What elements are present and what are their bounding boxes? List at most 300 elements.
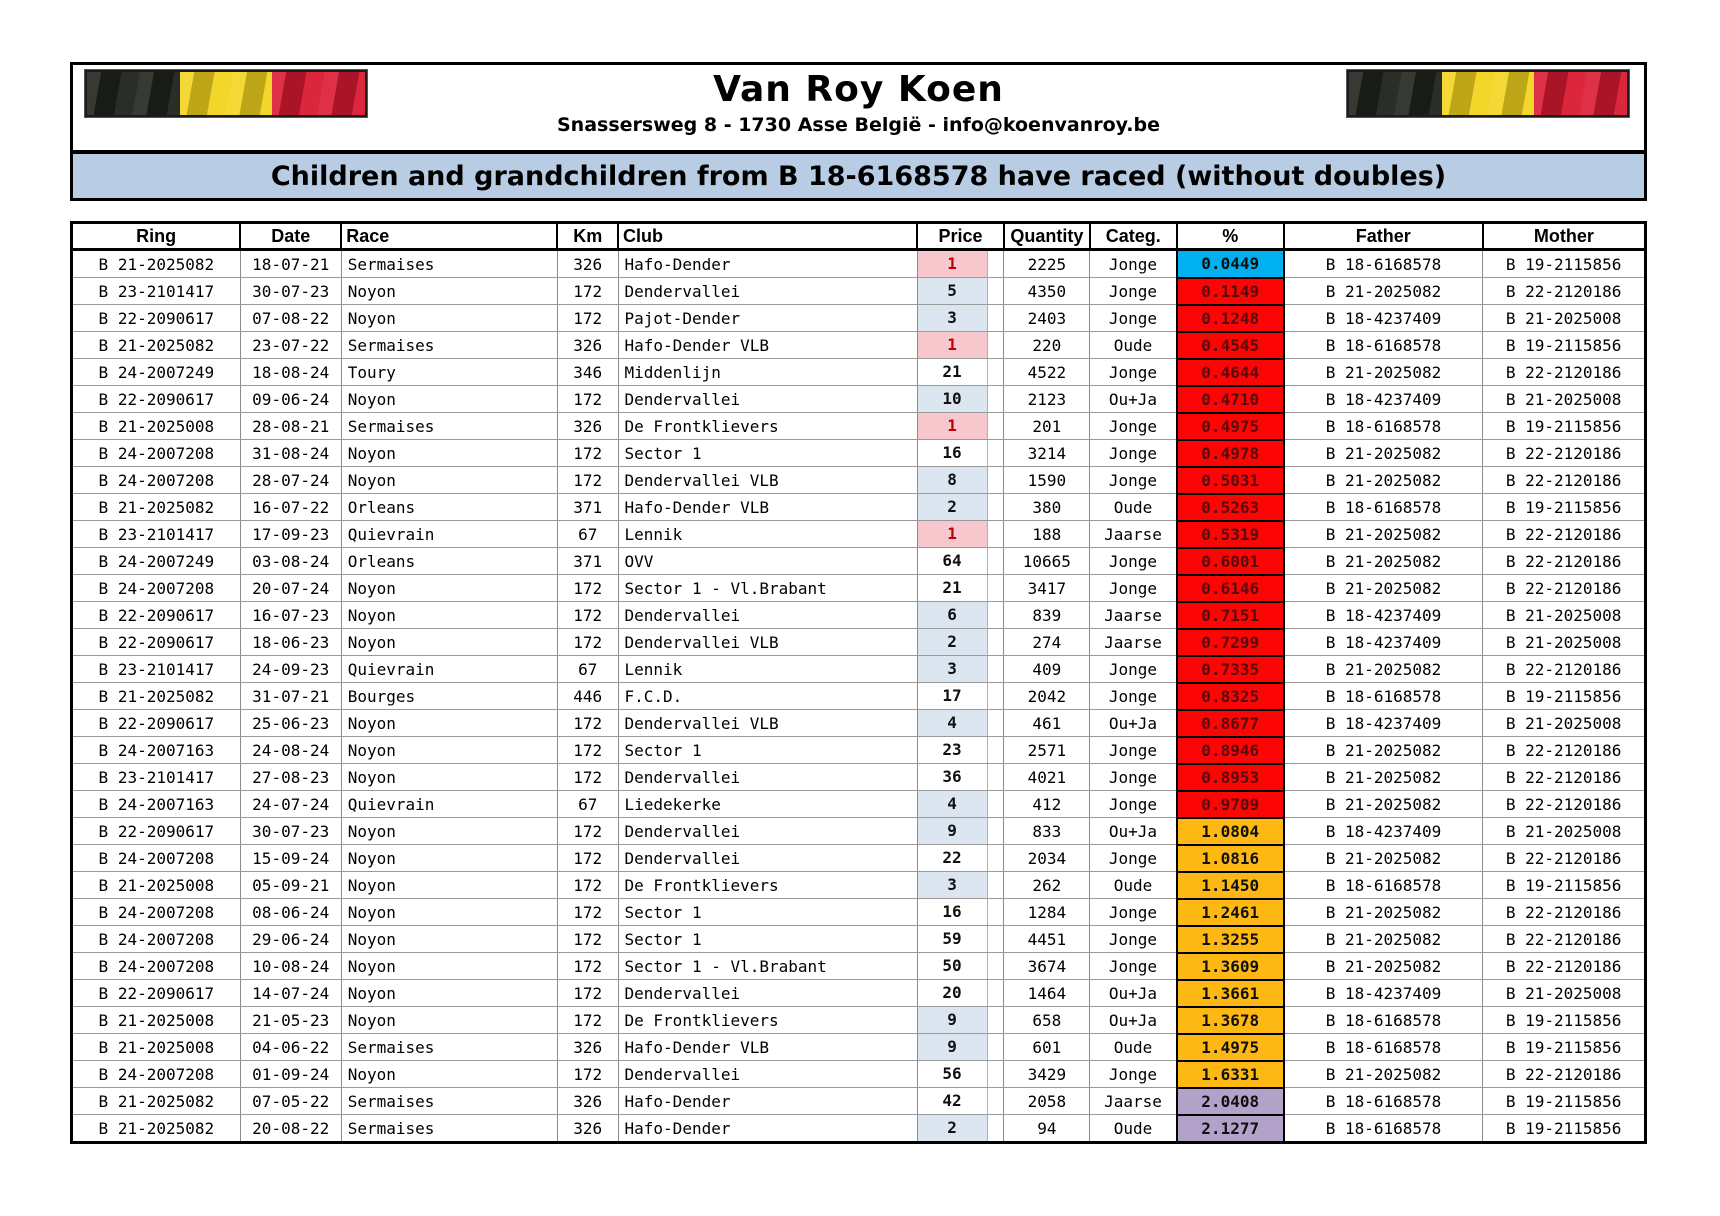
date-cell: 16-07-23 <box>240 602 341 629</box>
price-cell <box>917 250 1004 278</box>
quantity-cell: 1284 <box>1004 899 1090 926</box>
table-row <box>72 764 1646 791</box>
race-cell: Sermaises <box>341 413 557 440</box>
km-cell: 326 <box>557 1088 618 1115</box>
category-cell: Oude <box>1090 332 1177 359</box>
quantity-cell: 4451 <box>1004 926 1090 953</box>
table-row <box>72 440 1646 467</box>
price-value: 3 <box>918 656 988 682</box>
mother-cell: B 21-2025008 <box>1483 629 1646 656</box>
percent-cell: 1.3609 <box>1177 953 1284 980</box>
percent-cell: 1.0804 <box>1177 818 1284 845</box>
race-cell: Noyon <box>341 575 557 602</box>
results-table <box>70 221 1647 1144</box>
price-value: 23 <box>918 737 988 763</box>
ring-cell: B 21-2025082 <box>72 683 241 710</box>
table-row <box>72 845 1646 872</box>
quantity-cell: 4350 <box>1004 278 1090 305</box>
date-cell: 23-07-22 <box>240 332 341 359</box>
km-cell: 172 <box>557 980 618 1007</box>
price-cell <box>917 629 1004 656</box>
column-header-categ: Categ. <box>1090 223 1177 250</box>
ring-cell: B 22-2090617 <box>72 602 241 629</box>
quantity-cell: 2042 <box>1004 683 1090 710</box>
price-value: 16 <box>918 440 988 466</box>
percent-cell: 0.7151 <box>1177 602 1284 629</box>
race-cell: Noyon <box>341 710 557 737</box>
date-cell: 07-05-22 <box>240 1088 341 1115</box>
mother-cell: B 22-2120186 <box>1483 899 1646 926</box>
km-cell: 172 <box>557 1007 618 1034</box>
ring-cell: B 21-2025082 <box>72 332 241 359</box>
quantity-cell: 201 <box>1004 413 1090 440</box>
price-cell <box>917 494 1004 521</box>
quantity-cell: 2034 <box>1004 845 1090 872</box>
race-cell: Sermaises <box>341 1034 557 1061</box>
club-cell: Dendervallei <box>618 818 917 845</box>
mother-cell: B 19-2115856 <box>1483 872 1646 899</box>
table-row <box>72 1061 1646 1088</box>
father-cell: B 21-2025082 <box>1284 521 1483 548</box>
father-cell: B 18-6168578 <box>1284 872 1483 899</box>
mother-cell: B 19-2115856 <box>1483 413 1646 440</box>
ring-cell: B 21-2025008 <box>72 1007 241 1034</box>
date-cell: 14-07-24 <box>240 980 341 1007</box>
club-cell: Hafo-Dender <box>618 1115 917 1143</box>
quantity-cell: 1464 <box>1004 980 1090 1007</box>
price-value: 3 <box>918 872 988 898</box>
club-cell: Dendervallei VLB <box>618 467 917 494</box>
price-value: 5 <box>918 278 988 304</box>
ring-cell: B 24-2007249 <box>72 548 241 575</box>
price-cell <box>917 845 1004 872</box>
ring-cell: B 24-2007249 <box>72 359 241 386</box>
date-cell: 20-07-24 <box>240 575 341 602</box>
report-subtitle-banner: Children and grandchildren from B 18-6168578 have raced (without doubles) <box>70 151 1647 201</box>
category-cell: Jonge <box>1090 953 1177 980</box>
club-cell: Sector 1 <box>618 926 917 953</box>
percent-cell: 0.4644 <box>1177 359 1284 386</box>
km-cell: 172 <box>557 872 618 899</box>
mother-cell: B 22-2120186 <box>1483 926 1646 953</box>
percent-cell: 0.4975 <box>1177 413 1284 440</box>
km-cell: 172 <box>557 926 618 953</box>
km-cell: 326 <box>557 413 618 440</box>
km-cell: 172 <box>557 575 618 602</box>
table-row <box>72 629 1646 656</box>
price-value: 9 <box>918 1007 988 1033</box>
percent-cell: 0.5319 <box>1177 521 1284 548</box>
mother-cell: B 22-2120186 <box>1483 440 1646 467</box>
father-cell: B 21-2025082 <box>1284 548 1483 575</box>
price-cell <box>917 953 1004 980</box>
race-cell: Noyon <box>341 872 557 899</box>
km-cell: 172 <box>557 737 618 764</box>
percent-cell: 0.6001 <box>1177 548 1284 575</box>
price-cell <box>917 710 1004 737</box>
percent-cell: 0.8677 <box>1177 710 1284 737</box>
percent-cell: 0.7299 <box>1177 629 1284 656</box>
mother-cell: B 22-2120186 <box>1483 359 1646 386</box>
price-cell <box>917 683 1004 710</box>
km-cell: 172 <box>557 953 618 980</box>
father-cell: B 21-2025082 <box>1284 656 1483 683</box>
mother-cell: B 22-2120186 <box>1483 548 1646 575</box>
club-cell: Dendervallei <box>618 845 917 872</box>
club-cell: De Frontklievers <box>618 413 917 440</box>
flag-stripe-black <box>1349 72 1442 115</box>
category-cell: Jaarse <box>1090 1088 1177 1115</box>
quantity-cell: 10665 <box>1004 548 1090 575</box>
table-row <box>72 683 1646 710</box>
table-row <box>72 467 1646 494</box>
race-cell: Sermaises <box>341 1088 557 1115</box>
column-header-date: Date <box>240 223 341 250</box>
date-cell: 30-07-23 <box>240 278 341 305</box>
mother-cell: B 22-2120186 <box>1483 791 1646 818</box>
father-cell: B 18-4237409 <box>1284 629 1483 656</box>
quantity-cell: 262 <box>1004 872 1090 899</box>
mother-cell: B 22-2120186 <box>1483 737 1646 764</box>
date-cell: 01-09-24 <box>240 1061 341 1088</box>
flag-stripe-black <box>87 72 180 115</box>
quantity-cell: 274 <box>1004 629 1090 656</box>
table-row <box>72 926 1646 953</box>
club-cell: F.C.D. <box>618 683 917 710</box>
father-cell: B 21-2025082 <box>1284 278 1483 305</box>
race-cell: Bourges <box>341 683 557 710</box>
category-cell: Oude <box>1090 1034 1177 1061</box>
mother-cell: B 22-2120186 <box>1483 575 1646 602</box>
father-cell: B 21-2025082 <box>1284 467 1483 494</box>
percent-cell: 0.1248 <box>1177 305 1284 332</box>
ring-cell: B 24-2007208 <box>72 953 241 980</box>
percent-cell: 0.6146 <box>1177 575 1284 602</box>
km-cell: 326 <box>557 1115 618 1143</box>
price-cell <box>917 602 1004 629</box>
price-cell <box>917 305 1004 332</box>
race-cell: Noyon <box>341 764 557 791</box>
km-cell: 172 <box>557 845 618 872</box>
ring-cell: B 22-2090617 <box>72 818 241 845</box>
date-cell: 30-07-23 <box>240 818 341 845</box>
father-cell: B 18-6168578 <box>1284 1115 1483 1143</box>
race-cell: Sermaises <box>341 332 557 359</box>
price-value: 4 <box>918 710 988 736</box>
quantity-cell: 461 <box>1004 710 1090 737</box>
table-row <box>72 575 1646 602</box>
category-cell: Jonge <box>1090 899 1177 926</box>
ring-cell: B 24-2007208 <box>72 440 241 467</box>
father-cell: B 21-2025082 <box>1284 737 1483 764</box>
quantity-cell: 3674 <box>1004 953 1090 980</box>
ring-cell: B 22-2090617 <box>72 980 241 1007</box>
km-cell: 172 <box>557 440 618 467</box>
father-cell: B 18-4237409 <box>1284 818 1483 845</box>
quantity-cell: 3429 <box>1004 1061 1090 1088</box>
price-cell <box>917 1061 1004 1088</box>
mother-cell: B 19-2115856 <box>1483 494 1646 521</box>
percent-cell: 1.4975 <box>1177 1034 1284 1061</box>
price-cell <box>917 440 1004 467</box>
table-row <box>72 899 1646 926</box>
father-cell: B 18-4237409 <box>1284 980 1483 1007</box>
category-cell: Jaarse <box>1090 602 1177 629</box>
date-cell: 18-06-23 <box>240 629 341 656</box>
table-row <box>72 521 1646 548</box>
club-cell: Hafo-Dender VLB <box>618 332 917 359</box>
mother-cell: B 19-2115856 <box>1483 1007 1646 1034</box>
table-row <box>72 980 1646 1007</box>
price-value: 2 <box>918 629 988 655</box>
table-row <box>72 710 1646 737</box>
price-cell <box>917 521 1004 548</box>
date-cell: 18-08-24 <box>240 359 341 386</box>
table-row <box>72 1115 1646 1143</box>
belgian-flag-left <box>85 70 367 117</box>
price-cell <box>917 656 1004 683</box>
percent-cell: 0.4545 <box>1177 332 1284 359</box>
father-cell: B 21-2025082 <box>1284 926 1483 953</box>
percent-cell: 1.3678 <box>1177 1007 1284 1034</box>
table-row <box>72 1034 1646 1061</box>
club-cell: De Frontklievers <box>618 872 917 899</box>
price-cell <box>917 1007 1004 1034</box>
price-value: 1 <box>918 413 988 439</box>
mother-cell: B 22-2120186 <box>1483 278 1646 305</box>
price-value: 59 <box>918 926 988 952</box>
km-cell: 172 <box>557 764 618 791</box>
column-header-club: Club <box>618 223 917 250</box>
price-value: 3 <box>918 305 988 331</box>
quantity-cell: 4021 <box>1004 764 1090 791</box>
km-cell: 172 <box>557 899 618 926</box>
ring-cell: B 24-2007163 <box>72 737 241 764</box>
club-cell: Hafo-Dender VLB <box>618 1034 917 1061</box>
quantity-cell: 2225 <box>1004 250 1090 278</box>
percent-cell: 0.4710 <box>1177 386 1284 413</box>
price-value: 1 <box>918 251 988 277</box>
table-row <box>72 791 1646 818</box>
table-row <box>72 413 1646 440</box>
mother-cell: B 22-2120186 <box>1483 467 1646 494</box>
km-cell: 172 <box>557 1061 618 1088</box>
ring-cell: B 21-2025008 <box>72 1034 241 1061</box>
quantity-cell: 188 <box>1004 521 1090 548</box>
category-cell: Jonge <box>1090 656 1177 683</box>
club-cell: Dendervallei <box>618 980 917 1007</box>
category-cell: Ou+Ja <box>1090 980 1177 1007</box>
date-cell: 24-07-24 <box>240 791 341 818</box>
mother-cell: B 21-2025008 <box>1483 710 1646 737</box>
father-cell: B 18-4237409 <box>1284 710 1483 737</box>
ring-cell: B 21-2025082 <box>72 494 241 521</box>
father-cell: B 21-2025082 <box>1284 575 1483 602</box>
address-line: Snassersweg 8 - 1730 Asse België - info@koenvanroy.be <box>557 114 1160 136</box>
race-cell: Noyon <box>341 278 557 305</box>
price-cell <box>917 737 1004 764</box>
ring-cell: B 21-2025008 <box>72 413 241 440</box>
km-cell: 326 <box>557 250 618 278</box>
ring-cell: B 22-2090617 <box>72 710 241 737</box>
quantity-cell: 601 <box>1004 1034 1090 1061</box>
km-cell: 371 <box>557 494 618 521</box>
price-cell <box>917 791 1004 818</box>
date-cell: 31-08-24 <box>240 440 341 467</box>
percent-cell: 1.6331 <box>1177 1061 1284 1088</box>
club-cell: De Frontklievers <box>618 1007 917 1034</box>
percent-cell: 1.1450 <box>1177 872 1284 899</box>
date-cell: 03-08-24 <box>240 548 341 575</box>
percent-cell: 0.0449 <box>1177 250 1284 278</box>
category-cell: Jonge <box>1090 1061 1177 1088</box>
club-cell: Pajot-Dender <box>618 305 917 332</box>
category-cell: Ou+Ja <box>1090 386 1177 413</box>
price-value: 50 <box>918 953 988 979</box>
mother-cell: B 19-2115856 <box>1483 250 1646 278</box>
club-cell: Liedekerke <box>618 791 917 818</box>
ring-cell: B 23-2101417 <box>72 278 241 305</box>
race-cell: Quievrain <box>341 791 557 818</box>
club-cell: Dendervallei <box>618 278 917 305</box>
price-value: 21 <box>918 575 988 601</box>
price-value: 9 <box>918 818 988 844</box>
club-cell: Hafo-Dender <box>618 1088 917 1115</box>
race-cell: Noyon <box>341 818 557 845</box>
price-cell <box>917 872 1004 899</box>
price-value: 2 <box>918 1115 988 1141</box>
results-table-wrap <box>70 221 1647 1144</box>
race-cell: Sermaises <box>341 1115 557 1143</box>
price-value: 1 <box>918 332 988 358</box>
percent-cell: 0.5031 <box>1177 467 1284 494</box>
race-cell: Noyon <box>341 629 557 656</box>
race-cell: Toury <box>341 359 557 386</box>
mother-cell: B 22-2120186 <box>1483 1061 1646 1088</box>
quantity-cell: 409 <box>1004 656 1090 683</box>
mother-cell: B 22-2120186 <box>1483 656 1646 683</box>
race-cell: Noyon <box>341 467 557 494</box>
category-cell: Ou+Ja <box>1090 818 1177 845</box>
km-cell: 67 <box>557 791 618 818</box>
flag-stripe-red <box>1534 72 1627 115</box>
date-cell: 04-06-22 <box>240 1034 341 1061</box>
price-cell <box>917 575 1004 602</box>
column-header-%: % <box>1177 223 1284 250</box>
club-cell: Lennik <box>618 521 917 548</box>
quantity-cell: 412 <box>1004 791 1090 818</box>
club-cell: Sector 1 <box>618 440 917 467</box>
column-header-mother: Mother <box>1483 223 1646 250</box>
ring-cell: B 24-2007208 <box>72 575 241 602</box>
category-cell: Jonge <box>1090 791 1177 818</box>
table-row <box>72 305 1646 332</box>
father-cell: B 18-6168578 <box>1284 1007 1483 1034</box>
price-cell <box>917 1088 1004 1115</box>
price-value: 9 <box>918 1034 988 1060</box>
quantity-cell: 658 <box>1004 1007 1090 1034</box>
date-cell: 07-08-22 <box>240 305 341 332</box>
ring-cell: B 24-2007208 <box>72 899 241 926</box>
race-cell: Sermaises <box>341 250 557 278</box>
mother-cell: B 22-2120186 <box>1483 953 1646 980</box>
percent-cell: 2.1277 <box>1177 1115 1284 1143</box>
price-value: 6 <box>918 602 988 628</box>
km-cell: 172 <box>557 467 618 494</box>
father-cell: B 21-2025082 <box>1284 1061 1483 1088</box>
price-value: 17 <box>918 683 988 709</box>
flag-stripe-yellow <box>180 72 273 115</box>
date-cell: 29-06-24 <box>240 926 341 953</box>
percent-cell: 0.7335 <box>1177 656 1284 683</box>
mother-cell: B 19-2115856 <box>1483 1034 1646 1061</box>
price-value: 22 <box>918 845 988 871</box>
category-cell: Jaarse <box>1090 521 1177 548</box>
price-cell <box>917 980 1004 1007</box>
race-cell: Noyon <box>341 980 557 1007</box>
ring-cell: B 22-2090617 <box>72 305 241 332</box>
date-cell: 09-06-24 <box>240 386 341 413</box>
percent-cell: 1.0816 <box>1177 845 1284 872</box>
table-row <box>72 494 1646 521</box>
category-cell: Oude <box>1090 494 1177 521</box>
percent-cell: 0.1149 <box>1177 278 1284 305</box>
quantity-cell: 2058 <box>1004 1088 1090 1115</box>
table-row <box>72 359 1646 386</box>
father-cell: B 18-4237409 <box>1284 602 1483 629</box>
price-cell <box>917 926 1004 953</box>
category-cell: Jonge <box>1090 440 1177 467</box>
price-cell <box>917 764 1004 791</box>
club-cell: Middenlijn <box>618 359 917 386</box>
quantity-cell: 3417 <box>1004 575 1090 602</box>
km-cell: 326 <box>557 332 618 359</box>
percent-cell: 0.8946 <box>1177 737 1284 764</box>
club-cell: OVV <box>618 548 917 575</box>
percent-cell: 0.4978 <box>1177 440 1284 467</box>
ring-cell: B 23-2101417 <box>72 656 241 683</box>
table-row <box>72 953 1646 980</box>
quantity-cell: 2123 <box>1004 386 1090 413</box>
father-cell: B 21-2025082 <box>1284 953 1483 980</box>
category-cell: Jonge <box>1090 575 1177 602</box>
table-row <box>72 332 1646 359</box>
table-row <box>72 1007 1646 1034</box>
race-cell: Noyon <box>341 1061 557 1088</box>
mother-cell: B 19-2115856 <box>1483 683 1646 710</box>
km-cell: 371 <box>557 548 618 575</box>
mother-cell: B 21-2025008 <box>1483 818 1646 845</box>
category-cell: Jonge <box>1090 926 1177 953</box>
mother-cell: B 22-2120186 <box>1483 845 1646 872</box>
club-cell: Dendervallei VLB <box>618 629 917 656</box>
date-cell: 18-07-21 <box>240 250 341 278</box>
column-header-price: Price <box>917 223 1004 250</box>
date-cell: 28-07-24 <box>240 467 341 494</box>
father-cell: B 18-6168578 <box>1284 413 1483 440</box>
category-cell: Jonge <box>1090 548 1177 575</box>
club-cell: Sector 1 - Vl.Brabant <box>618 575 917 602</box>
quantity-cell: 94 <box>1004 1115 1090 1143</box>
race-cell: Noyon <box>341 899 557 926</box>
father-cell: B 18-6168578 <box>1284 494 1483 521</box>
mother-cell: B 22-2120186 <box>1483 521 1646 548</box>
category-cell: Jonge <box>1090 278 1177 305</box>
km-cell: 172 <box>557 629 618 656</box>
mother-cell: B 19-2115856 <box>1483 1088 1646 1115</box>
table-row <box>72 872 1646 899</box>
date-cell: 15-09-24 <box>240 845 341 872</box>
